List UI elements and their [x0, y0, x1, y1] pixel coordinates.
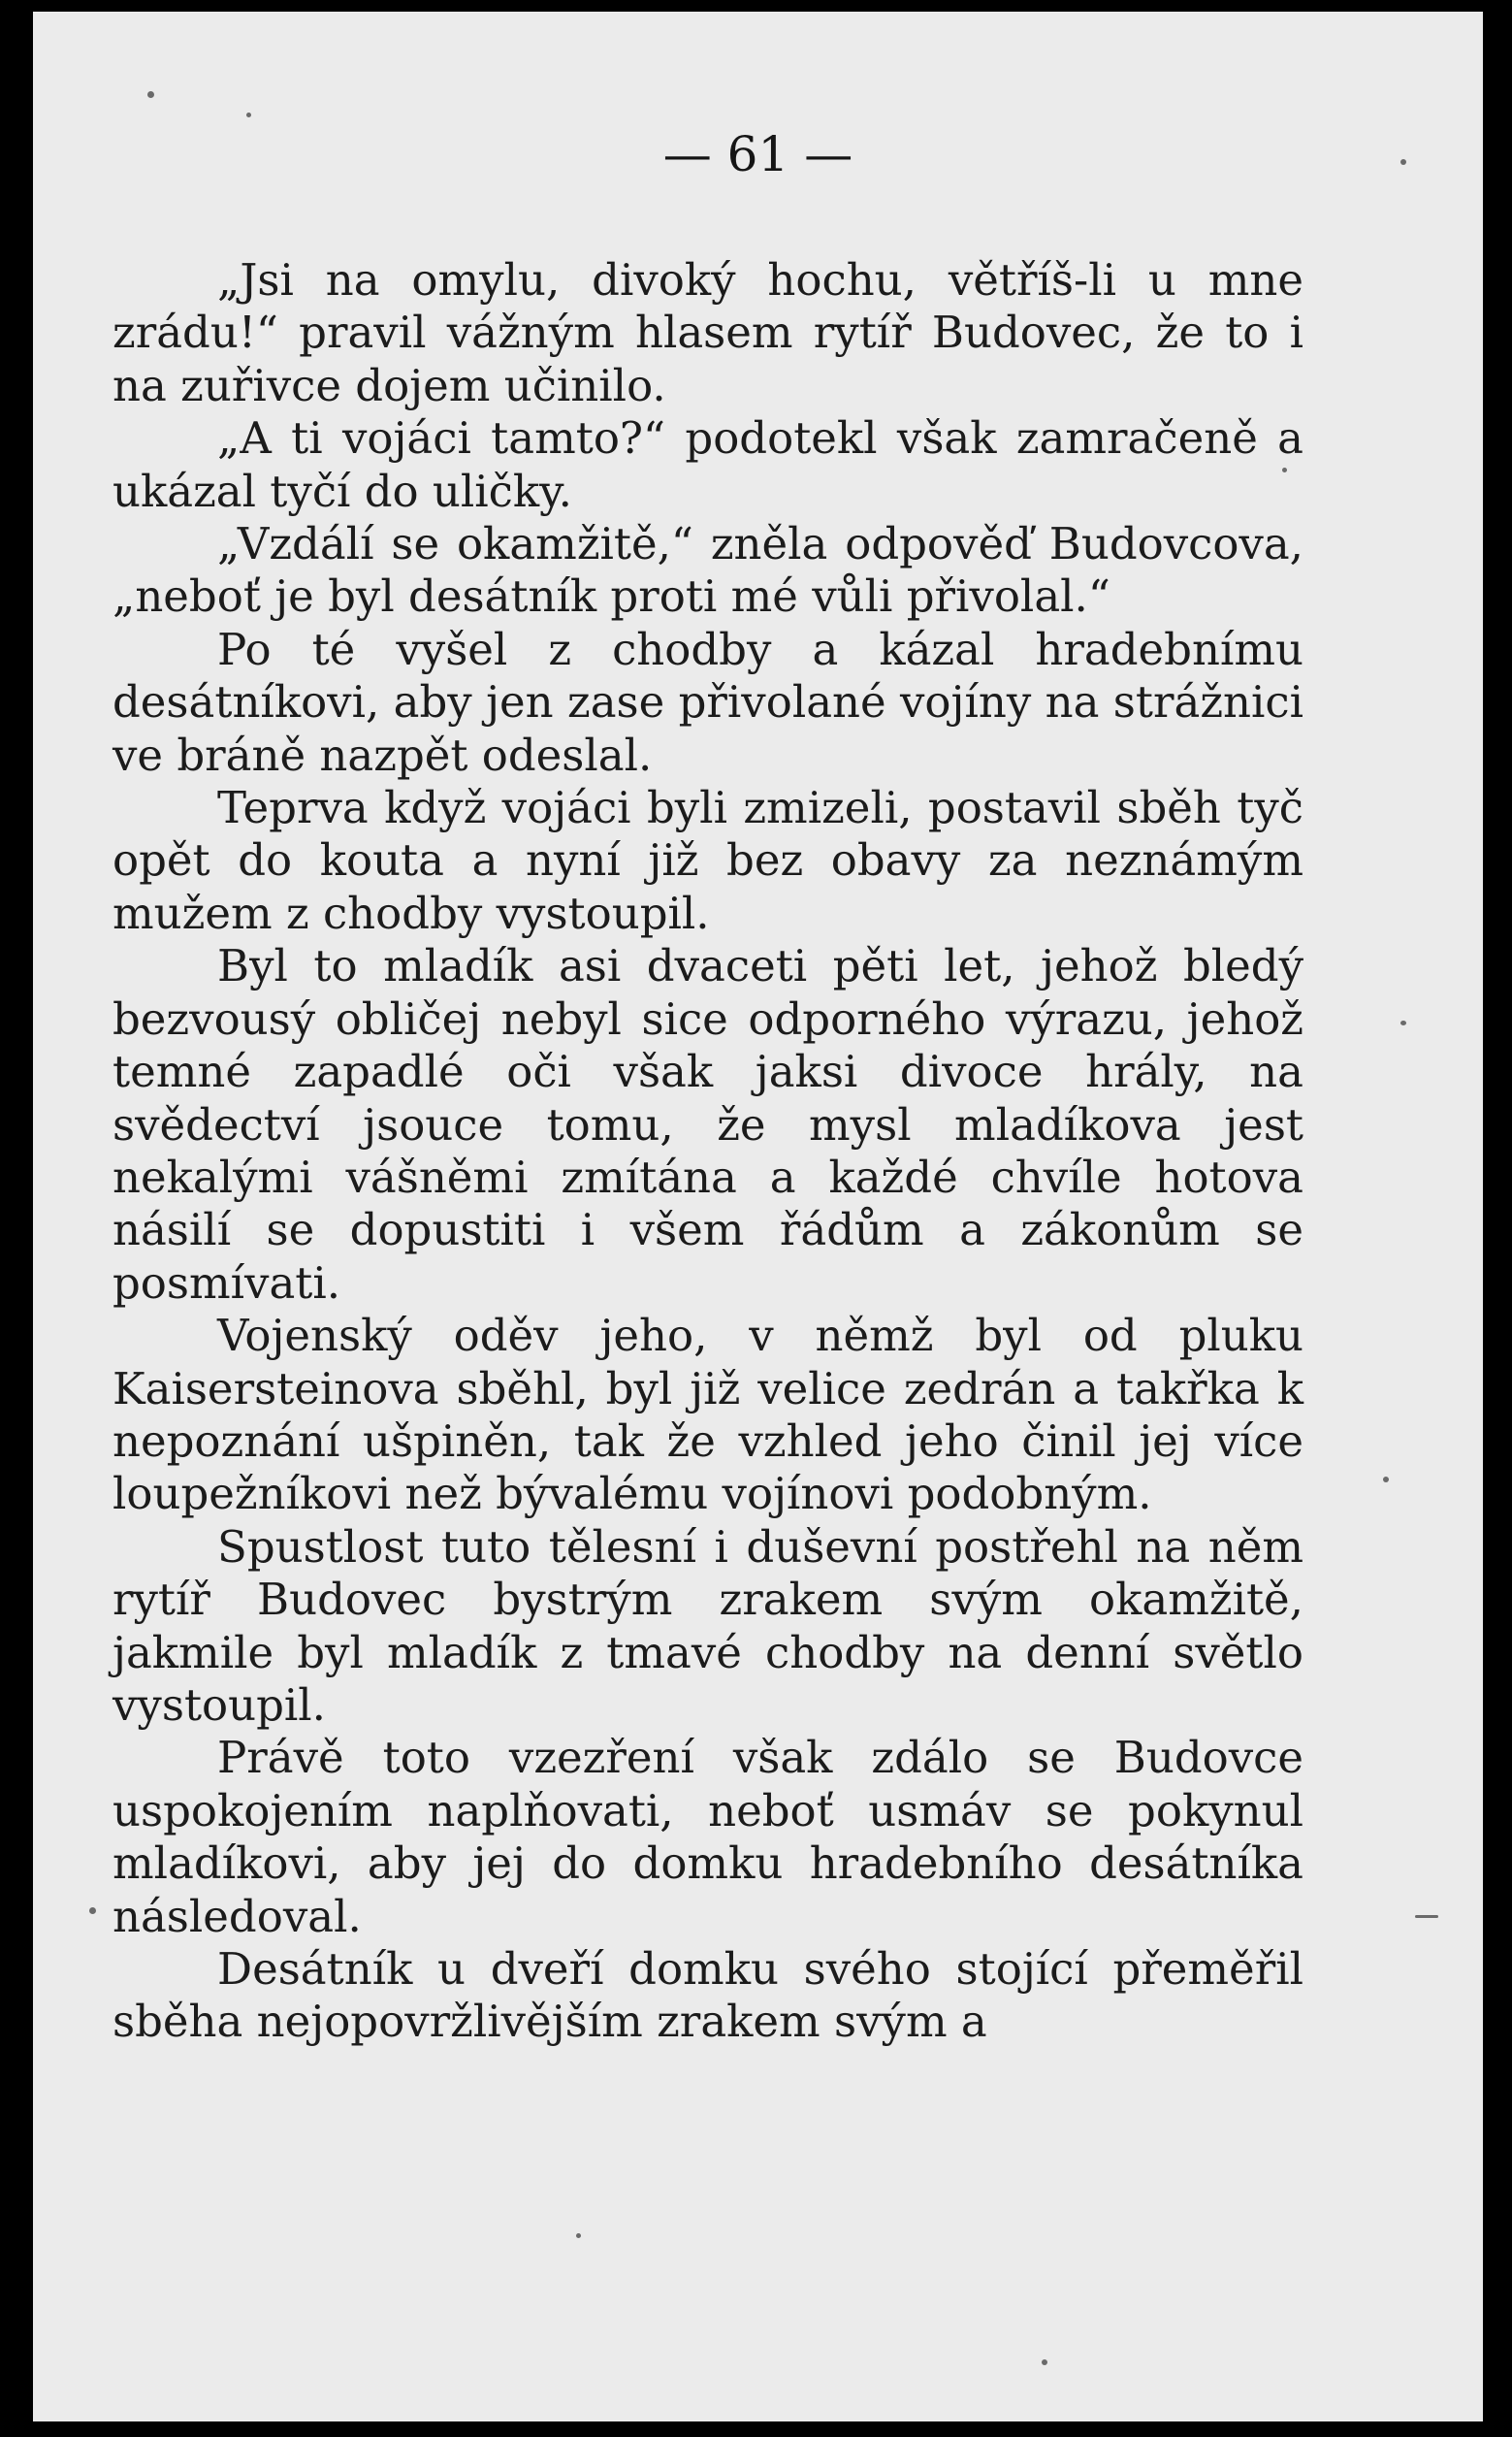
paragraph: Po té vyšel z chodby a kázal hradebnímu desátníkovi, aby jen zase přivolané vojíny na strážnici ve bráně nazpět odeslal.	[113, 623, 1303, 781]
paper-speck	[1400, 1021, 1406, 1025]
paragraph: Teprva když vojáci byli zmizeli, postavil sběh tyč opět do kouta a nyní již bez obavy za neznámým mužem z chodby vystoupil.	[113, 782, 1303, 939]
paragraph: „Jsi na omylu, divoký hochu, větříš-li u mne zrádu!“ pravil vážným hlasem rytíř Budovec, že to i na zuřivce dojem učinilo.	[113, 254, 1303, 411]
paper-speck	[246, 113, 251, 117]
paper-speck	[576, 2233, 581, 2238]
body-text	[113, 254, 1303, 2049]
paper-speck	[1282, 468, 1287, 472]
paper-speck	[1042, 2359, 1047, 2365]
paragraph: Byl to mladík asi dvaceti pěti let, jehož bledý bezvousý obličej nebyl sice odporného výrazu, jehož temné zapadlé oči však jaksi divoce hrály, na svědectví jsouce tomu, že mysl mladíkova jest nekalými vášněmi zmítána a každé chvíle hotova násilí se dopustiti i všem řádům a zákonům se posmívati.	[113, 940, 1303, 1309]
paragraph: Právě toto vzezření však zdálo se Budovce uspokojením naplňovati, neboť usmáv se pokynul mladíkovi, aby jej do domku hradebního desátníka následoval.	[113, 1732, 1303, 1942]
paper-speck	[1383, 1477, 1389, 1482]
paper-speck	[1415, 1915, 1438, 1918]
paper-speck	[89, 1907, 96, 1914]
paragraph-continued: Desátník u dveří domku svého stojící přeměřil sběha nejopovržlivějším zrakem svým a	[113, 1943, 1303, 2048]
page-number: — 61 —	[662, 126, 853, 182]
paragraph: „Vzdálí se okamžitě,“ zněla odpověď Budovcova, „neboť je byl desátník proti mé vůli přivolal.“	[113, 518, 1303, 623]
paragraph: „A ti vojáci tamto?“ podotekl však zamračeně a ukázal tyčí do uličky.	[113, 412, 1303, 517]
paper-speck	[1400, 159, 1406, 165]
paper-speck	[147, 91, 154, 98]
book-page	[33, 12, 1483, 2421]
paragraph: Vojenský oděv jeho, v němž byl od pluku Kaisersteinova sběhl, byl již velice zedrán a takřka k nepoznání ušpiněn, tak že vzhled jeho činil jej více loupežníkovi než bývalému vojínovi podobným.	[113, 1310, 1303, 1520]
paragraph: Spustlost tuto tělesní i duševní postřehl na něm rytíř Budovec bystrým zrakem svým okamžitě, jakmile byl mladík z tmavé chodby na denní světlo vystoupil.	[113, 1520, 1303, 1731]
